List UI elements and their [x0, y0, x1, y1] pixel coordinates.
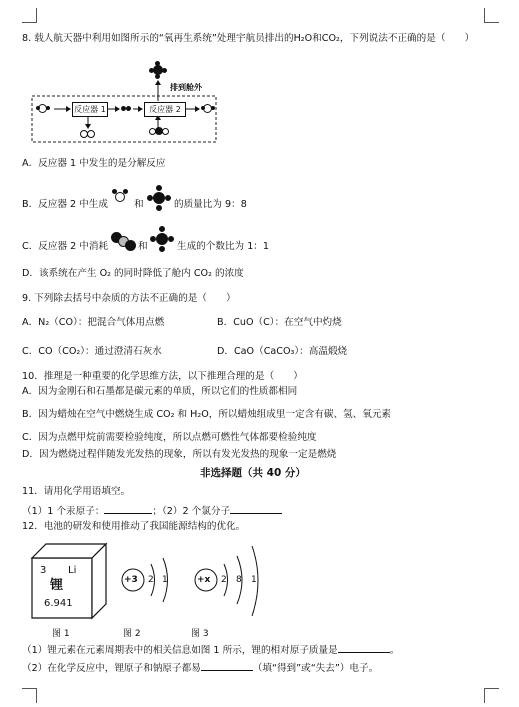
q9-option-a: A．N₂（CO）：把混合气体用点燃 [22, 317, 165, 328]
q11-stem: 11．请用化学用语填空。 [22, 486, 131, 497]
q8-option-c-mid: 和 [138, 241, 148, 252]
element-symbol: Li [68, 565, 77, 576]
option-c-methane-h4-icon [168, 236, 174, 242]
q9-option-b: B．CuO（C）：在空气中灼烧 [217, 317, 342, 328]
atom-2-shell-1: 2 [148, 575, 154, 585]
atom-3-shell-1: 2 [221, 575, 227, 585]
q9-stem: 9. 下列除去括号中杂质的方法不正确的是（ ） [22, 293, 236, 304]
option-c-methane-h1-icon [159, 226, 165, 232]
option-b-methane-h2-icon [156, 205, 162, 211]
oxygen-atom-2-icon [87, 130, 95, 138]
q10-option-a: A．因为金刚石和石墨都是碳元素的单质，所以它们的性质都相同 [22, 386, 298, 397]
option-c-methane-icon [156, 233, 168, 245]
q12-part1-label: （1）锂元素在元素周期表中的相关信息如图 1 所示，锂的相对原子质量是 [22, 645, 338, 656]
q11-answer-blank-2[interactable] [230, 503, 282, 514]
figure-2-caption: 图 2 [123, 629, 141, 639]
q8-stem: 8. 载人航天器中利用如图所示的“氧再生系统”处理宇航员排出的H₂O和CO₂，下列说法不正确的是（ ） [22, 33, 475, 44]
q8-option-b-mid: 和 [134, 199, 144, 210]
element-mass: 6.941 [44, 598, 73, 609]
figure-3-caption: 图 3 [191, 629, 209, 639]
reactor-2-box: 反应器 2 [144, 102, 186, 117]
option-c-methane-h3-icon [150, 236, 156, 242]
option-b-methane-h1-icon [156, 185, 162, 191]
option-b-water-h2-icon [123, 189, 128, 194]
q12-answer-blank-2[interactable] [201, 660, 253, 671]
q11-part2-label: ；（2）2 个氯分子 [152, 506, 231, 517]
molecule-top-h2-icon [162, 68, 167, 73]
option-b-water-h1-icon [112, 189, 117, 194]
q12-stem: 12．电池的研发和使用推动了我国能源结构的优化。 [22, 521, 246, 532]
figure-1-caption: 图 1 [52, 629, 70, 639]
element-number: 3 [40, 565, 47, 576]
option-b-methane-icon [153, 192, 165, 204]
option-c-co2-o2-icon [125, 240, 136, 251]
water-h-right-icon [46, 106, 50, 110]
figure-2-atom-structure [118, 548, 180, 614]
q12-part2 [22, 660, 378, 676]
atom-2-shell-2: 1 [162, 575, 168, 585]
q12-answer-blank-1[interactable] [338, 642, 390, 653]
q9-option-d: D．CaO（CaCO₃）：高温煅烧 [217, 346, 348, 357]
q8-option-b-pre: B．反应器 2 中生成 [22, 199, 108, 210]
q11-part1-label: （1）1 个汞原子： [22, 506, 105, 517]
water-h-right1-icon [201, 106, 205, 110]
option-c-methane-h2-icon [159, 246, 165, 252]
molecule-top-h1-icon [149, 68, 154, 73]
atom-3-shell-2: 8 [236, 575, 242, 585]
q10-option-c: C．因为点燃甲烷前需要检验纯度，所以点燃可燃性气体都要检验纯度 [22, 432, 317, 443]
q11-answer-blank-1[interactable] [104, 503, 152, 514]
q10-stem: 10．推理是一种重要的化学思维方法，以下推理合理的是（ ） [22, 371, 303, 382]
option-b-methane-h4-icon [165, 195, 171, 201]
q9-option-c: C．CO（CO₂）：通过澄清石灰水 [22, 346, 162, 357]
reactor-1-box: 反应器 1 [72, 102, 108, 117]
q8-option-d: D．该系统在产生 O₂ 的同时降低了舱内 CO₂ 的浓度 [22, 268, 244, 279]
figure-1-element-cell [30, 542, 110, 622]
q8-option-c-pre: C．反应器 2 中消耗 [22, 241, 109, 252]
molecule-top-h3-icon [155, 61, 160, 66]
q12-part2-end: （填“得到”或“失去”）电子。 [252, 663, 379, 674]
q12-part2-label: （2）在化学反应中，锂原子和钠原子都易 [22, 663, 201, 674]
water-h-left-icon [36, 106, 40, 110]
q12-part1-end: 。 [389, 645, 400, 656]
q8-option-c-post: 生成的个数比为 1：1 [177, 241, 270, 252]
q10-option-d: D．因为燃烧过程伴随发光发热的现象，所以有发光发热的现象一定是燃烧 [22, 449, 337, 460]
atom-3-shell-3: 1 [251, 575, 257, 585]
atom-2-nucleus: +3 [124, 575, 138, 585]
q10-option-b: B．因为蜡烛在空气中燃烧生成 CO₂ 和 H₂O，所以蜡烛组成里一定含有碳、氢、氧元素 [22, 409, 392, 420]
section-title: 非选择题（共 40 分） [200, 467, 306, 479]
figure-3-atom-structure [190, 540, 275, 622]
atom-3-nucleus: +x [197, 575, 211, 585]
hydrogen-atom-2-icon [126, 106, 131, 111]
water-h-right2-icon [211, 106, 215, 110]
q8-option-b-post: 的质量比为 9：8 [174, 199, 247, 210]
option-b-methane-h3-icon [147, 195, 153, 201]
molecule-top-h4-icon [155, 74, 160, 79]
element-name: 锂 [50, 578, 64, 593]
exhaust-label: 排到舱外 [163, 82, 209, 94]
q11-part1 [22, 503, 282, 519]
co2-o-right-icon [162, 128, 169, 135]
q12-part1 [22, 642, 399, 658]
q8-option-a: A．反应器 1 中发生的是分解反应 [22, 158, 166, 169]
